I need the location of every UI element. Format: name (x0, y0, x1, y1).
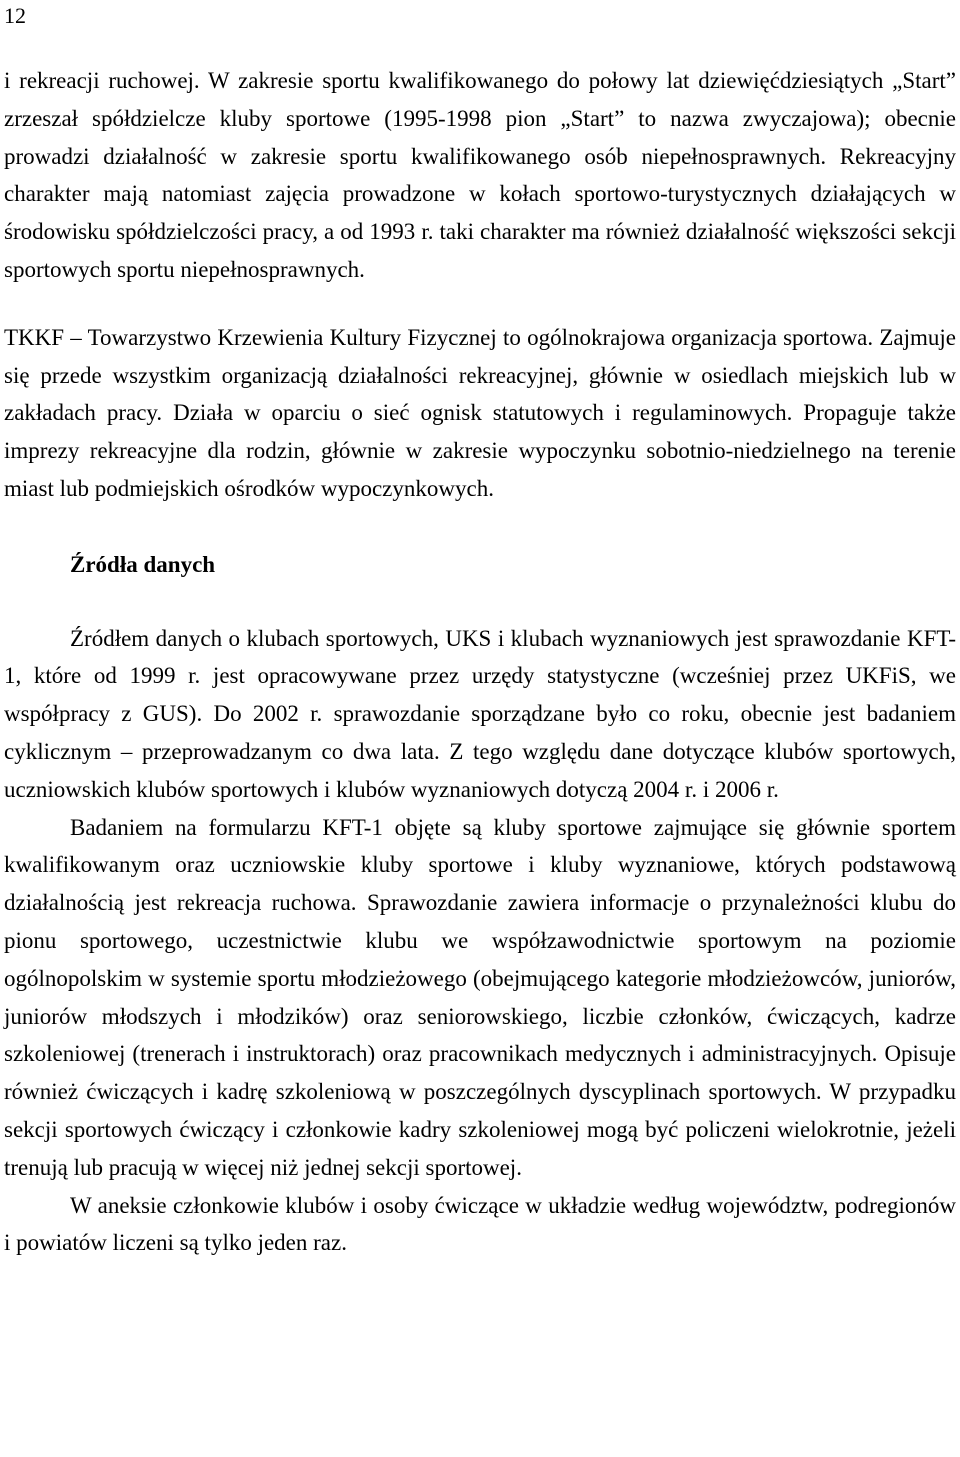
paragraph-data-source: Źródłem danych o klubach sportowych, UKS i klubach wyznaniowych jest sprawozdanie KFT-1, które od 1999 r. jest opracowywane przez urzędy statystyczne (wcześniej przez UKFiS, we współpracy z GUS). Do 2002 r. sprawozdanie sporządzane było co roku, obecnie jest badaniem cyklicznym – przeprowadzanym co dwa lata. Z tego względu dane dotyczące klubów sportowych, uczniowskich klubów sportowych i klubów wyznaniowych dotyczą 2004 r. i 2006 r. (4, 625, 956, 802)
document-body (4, 62, 956, 1262)
section-heading-data-sources: Źródła danych (70, 551, 216, 577)
paragraph-kft1-survey: Badaniem na formularzu KFT-1 objęte są kluby sportowe zajmujące się głównie sportem kwalifikowanym oraz uczniowskie kluby sportowe i kluby wyznaniowe, których podstawową działalnością jest rekreacja ruchowa. Sprawozdanie zawiera informacje o przynależności klubu do pionu sportowego, uczestnictwie klubu we współzawodnictwie sportowym na poziomie ogólnopolskim w systemie sportu młodzieżowego (obejmującego kategorie młodzieżowców, juniorów, juniorów młodszych i młodzików) oraz seniorowskiego, liczbie członków, ćwiczących, kadrze szkoleniowej (trenerach i instruktorach) oraz pracownikach medycznych i administracyjnych. Opisuje również ćwiczących i kadrę szkoleniową w poszczególnych dyscyplinach sportowych. W przypadku sekcji sportowych ćwiczący i członkowie kadry szkoleniowej mogą być policzeni wielokrotnie, jeżeli trenują lub pracują w więcej niż jednej sekcji sportowej. (4, 814, 956, 1180)
paragraph-start-organization (4, 62, 956, 289)
paragraph-text: Rekreacyjny charakter mają natomiast zajęcia prowadzone w kołach sportowo-turystycznych działających w środowisku spółdzielczości pracy, a od 1993 r. taki charakter ma również działalność większości sekcji sportowych sportu niepełnosprawnych. (4, 143, 956, 282)
paragraph-text: i rekreacji ruchowej. W zakresie sportu kwalifikowanego do połowy lat dziewięćdziesiątych „Start” zrzeszał spółdzielcze kluby sportowe (1995-1998 pion „Start” to nazwa zwyczajowa); obecnie prowadzi działalność w zakresie sportu kwalifikowanego osób niepełnosprawnych. (4, 68, 956, 169)
paragraph-annex-note: W aneksie członkowie klubów i osoby ćwiczące w układzie według województw, podregionów i powiatów liczeni są tylko jeden raz. (4, 1192, 956, 1256)
paragraph-tkkf: TKKF – Towarzystwo Krzewienia Kultury Fizycznej to ogólnokrajowa organizacja sportowa. Zajmuje się przede wszystkim organizacją działalności rekreacyjnej, głównie w osiedlach miejskich lub w zakładach pracy. Działa w oparciu o sieć ognisk statutowych i regulaminowych. Propaguje także imprezy rekreacyjne dla rodzin, głównie w zakresie wypoczynku sobotnio-niedzielnego na terenie miast lub podmiejskich ośrodków wypoczynkowych. (4, 324, 956, 501)
page-number: 12 (4, 3, 26, 28)
